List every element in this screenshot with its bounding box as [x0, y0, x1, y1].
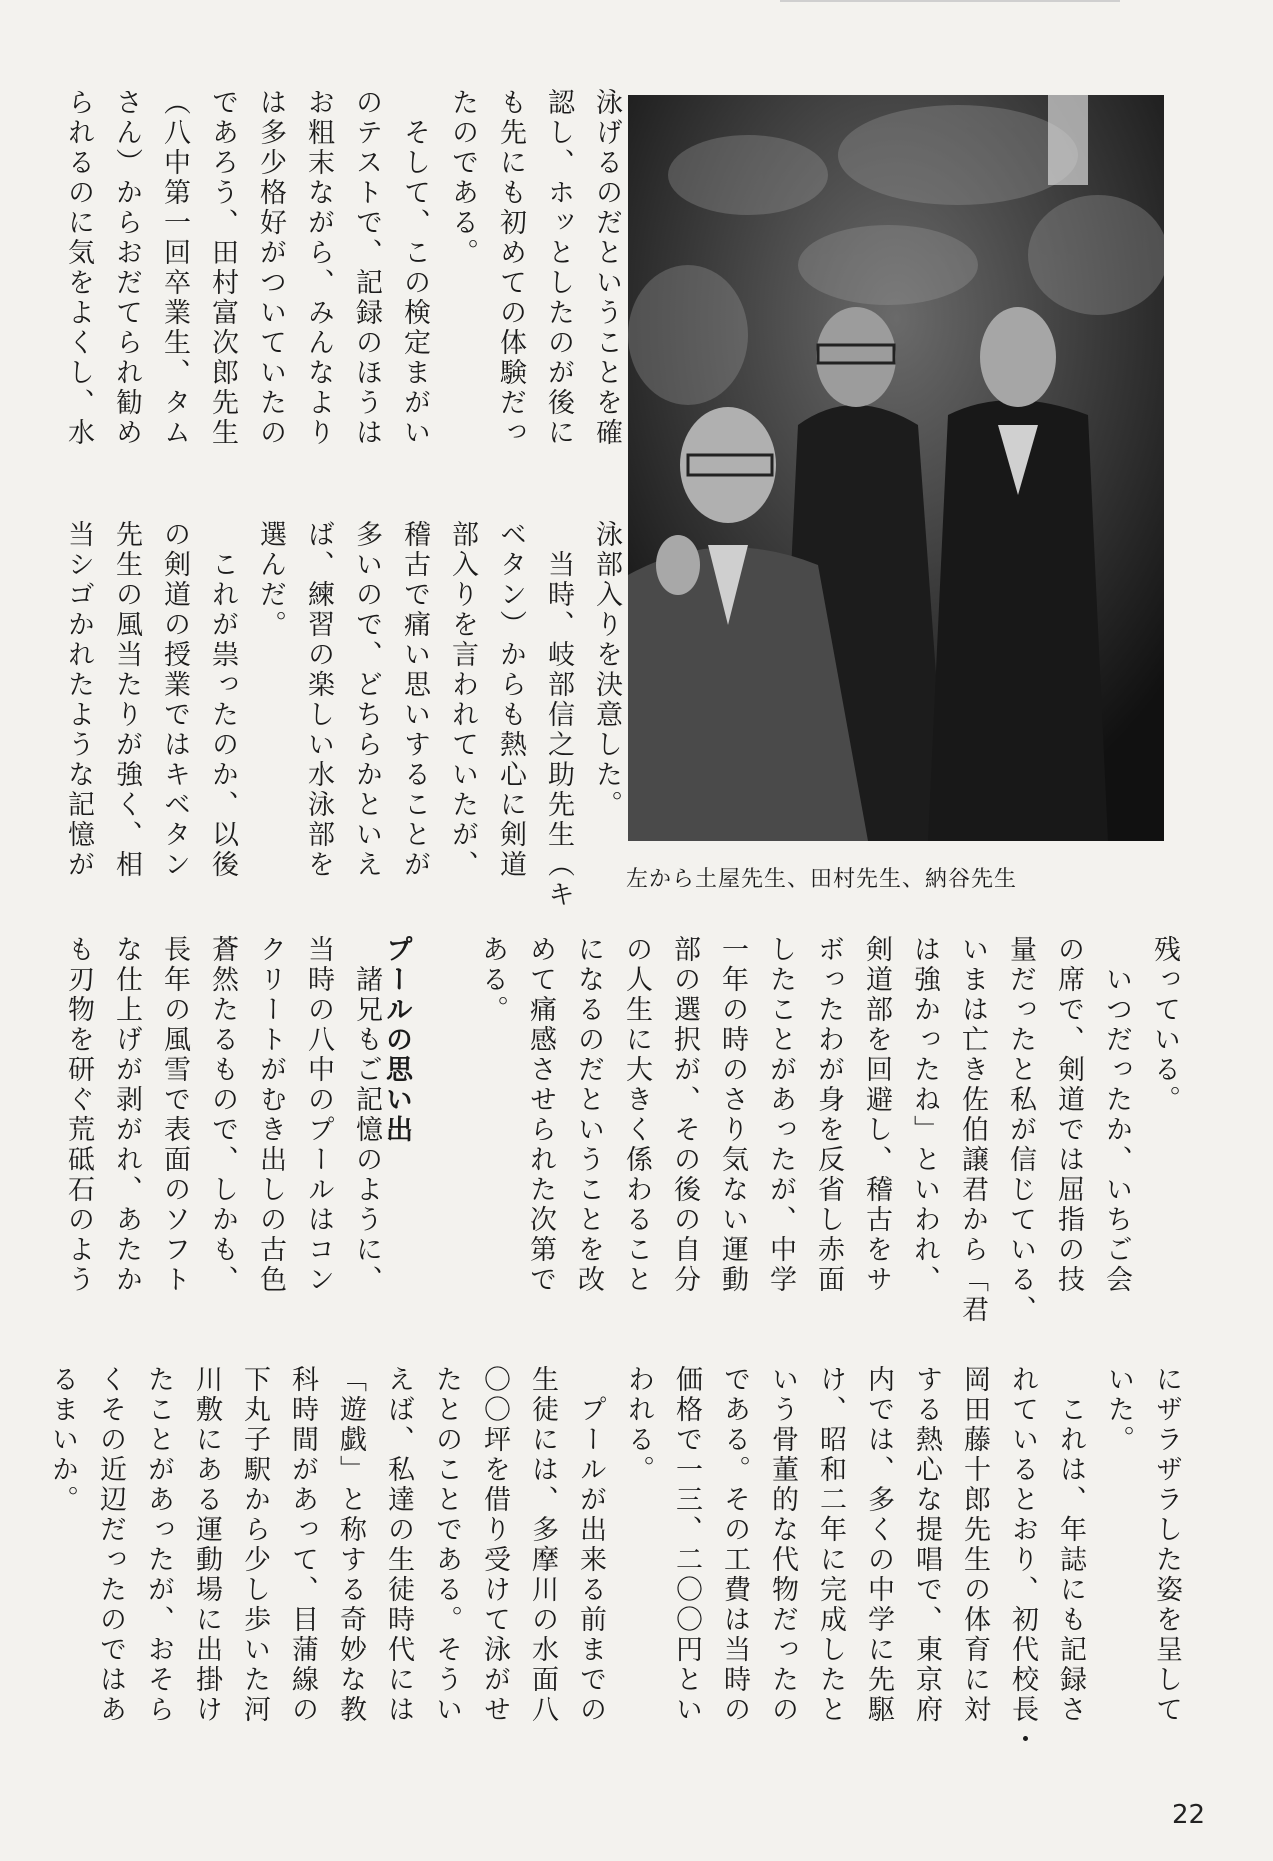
text-column: 部入りを言われていたが、: [447, 520, 478, 880]
text-column: 泳部入りを決意した。: [591, 520, 622, 820]
text-column: 部の選択が、その後の自分: [669, 935, 700, 1295]
text-column: であろう、田村富次郎先生: [207, 88, 238, 448]
text-column: くその近辺だったのではあ: [95, 1365, 126, 1725]
text-column: お粗末ながら、みんなより: [303, 88, 334, 448]
text-column-spacer: [420, 935, 468, 1295]
text-column: 稽古で痛い思いすることが: [399, 520, 430, 880]
text-column: 下丸子駅から少し歩いた河: [239, 1365, 270, 1725]
text-column: 先生の風当たりが強く、相: [111, 520, 142, 880]
text-column: ある。: [477, 935, 508, 1025]
text-column: な仕上げが剥がれ、あたか: [111, 935, 142, 1295]
text-column: ベタン）からも熱心に剣道: [495, 520, 526, 880]
text-column: これが祟ったのか、以後: [207, 520, 238, 880]
text-column: いまは亡き佐伯譲君から「君: [957, 935, 988, 1325]
text-column: のテストで、記録のほうは: [351, 88, 382, 448]
text-column: 選んだ。: [255, 520, 286, 640]
top-edge-mark: [780, 0, 1120, 10]
text-column: 蒼然たるもので、しかも、: [207, 935, 238, 1295]
text-column: になるのだということを改: [573, 935, 604, 1295]
text-block-bottom: [47, 1365, 1190, 1755]
text-column: ば、練習の楽しい水泳部を: [303, 520, 334, 880]
text-column: の剣道の授業ではキベタン: [159, 520, 190, 880]
text-column: （八中第一回卒業生、タム: [159, 88, 190, 448]
text-column: いつだったか、いちご会: [1101, 935, 1132, 1295]
text-column: する熱心な提唱で、東京府: [911, 1365, 942, 1725]
text-column: プールが出来る前までの: [575, 1365, 606, 1725]
text-column: は強かったね」といわれ、: [909, 935, 940, 1295]
text-column: 多いので、どちらかといえ: [351, 520, 382, 880]
text-column: たことがあったが、おそら: [143, 1365, 174, 1725]
photo-image: [628, 95, 1164, 841]
text-column: クリートがむき出しの古色: [255, 935, 286, 1295]
text-column: 生徒には、多摩川の水面八: [527, 1365, 558, 1725]
text-block-lower-left: [50, 935, 390, 1295]
text-column: も先にも初めての体験だっ: [495, 88, 526, 448]
text-column: 当シゴかれたような記憶が: [63, 520, 94, 880]
photo-three-teachers: [628, 95, 1164, 841]
text-column: さん）からおだてられ勧め: [111, 88, 142, 448]
text-column: 〇〇坪を借り受けて泳がせ: [479, 1365, 510, 1725]
text-column: 剣道部を回避し、稽古をサ: [861, 935, 892, 1295]
text-column: 岡田藤十郎先生の体育に対: [959, 1365, 990, 1725]
text-column: 残っている。: [1149, 935, 1180, 1115]
text-column: これは、年誌にも記録さ: [1055, 1365, 1086, 1725]
text-column: は多少格好がついていたの: [255, 88, 286, 448]
text-column: れているとおり、初代校長・: [1007, 1365, 1038, 1755]
text-column: の人生に大きく係わること: [621, 935, 652, 1295]
text-column: 当時の八中のプールはコン: [303, 935, 334, 1295]
page-number: 22: [1172, 1800, 1206, 1830]
text-column: めて痛感させられた次第で: [525, 935, 556, 1295]
text-column: われる。: [623, 1365, 654, 1485]
text-column: にザラザラした姿を呈して: [1151, 1365, 1182, 1725]
text-column: 科時間があって、目蒲線の: [287, 1365, 318, 1725]
text-column: 川敷にある運動場に出掛け: [191, 1365, 222, 1725]
text-column: 価格で一三、二〇〇円とい: [671, 1365, 702, 1725]
text-column: である。その工費は当時の: [719, 1365, 750, 1725]
text-block-middle: [50, 520, 630, 910]
text-column: 諸兄もご記憶のように、: [351, 935, 382, 1295]
text-column: られるのに気をよくし、水: [63, 88, 94, 448]
section-heading: プールの思い出: [381, 935, 412, 1145]
text-column: け、昭和二年に完成したと: [815, 1365, 846, 1725]
text-column: そして、この検定まがい: [399, 88, 430, 448]
text-column: ボったわが身を反省し赤面: [813, 935, 844, 1295]
text-column: たのである。: [447, 88, 478, 268]
text-column: 認し、ホッとしたのが後に: [543, 88, 574, 448]
text-column: 内では、多くの中学に先駆: [863, 1365, 894, 1725]
text-column: 泳げるのだということを確: [591, 88, 622, 448]
text-column: えば、私達の生徒時代には: [383, 1365, 414, 1725]
text-column: も刃物を研ぐ荒砥石のよう: [63, 935, 94, 1295]
photo-caption: 左から土屋先生、田村先生、納谷先生: [626, 867, 1018, 892]
text-column: たとのことである。そうい: [431, 1365, 462, 1725]
text-column: いう骨董的な代物だったの: [767, 1365, 798, 1725]
text-column: 量だったと私が信じている、: [1005, 935, 1036, 1325]
text-column: いた。: [1103, 1365, 1134, 1455]
text-block-right-middle: [381, 935, 1188, 1325]
text-column: 長年の風雪で表面のソフト: [159, 935, 190, 1295]
text-column: 一年の時のさり気ない運動: [717, 935, 748, 1295]
text-column: 当時、岐部信之助先生（キ: [543, 520, 574, 910]
text-column: るまいか。: [47, 1365, 78, 1515]
text-column: の席で、剣道では屈指の技: [1053, 935, 1084, 1295]
text-column: 「遊戯」と称する奇妙な教: [335, 1365, 366, 1725]
text-block-top: [50, 88, 630, 458]
text-column: したことがあったが、中学: [765, 935, 796, 1295]
